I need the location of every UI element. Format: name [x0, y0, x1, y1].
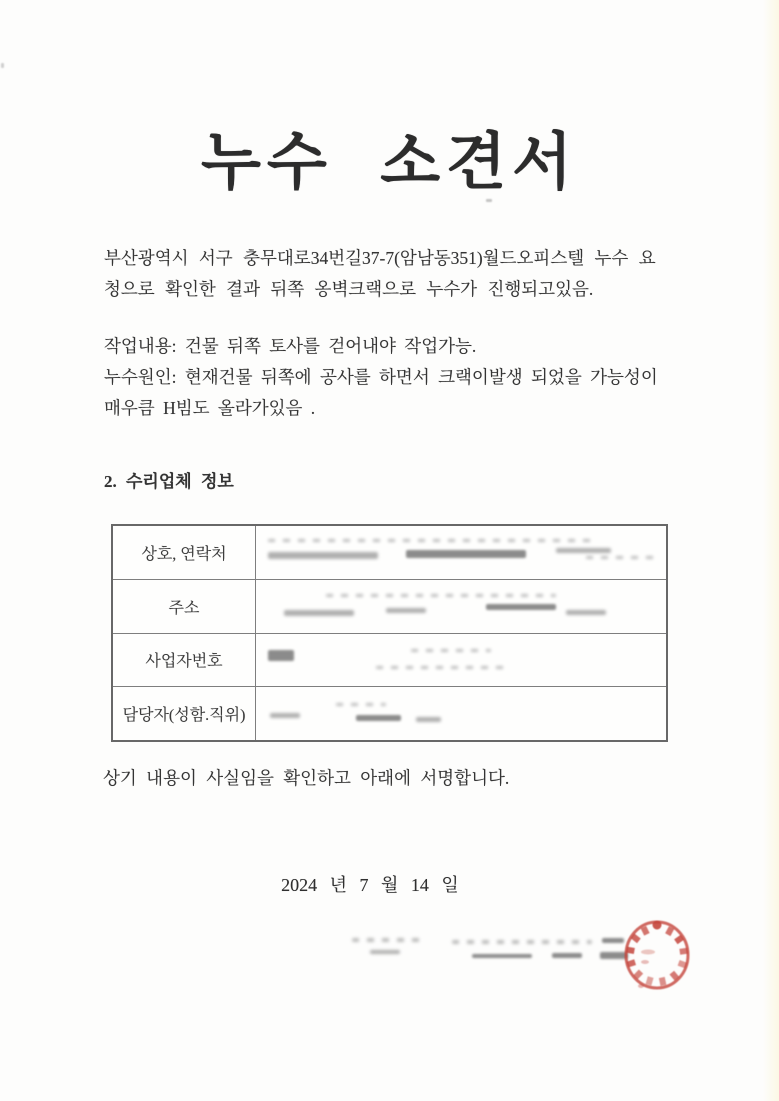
table-row [113, 633, 666, 687]
work-details-paragraph [104, 331, 694, 424]
intro-paragraph [104, 243, 694, 305]
redacted-signature-line [352, 928, 652, 968]
row-label-address: 주소 [113, 580, 256, 633]
table-row [113, 686, 666, 740]
intro-line-2: 청으로 확인한 결과 뒤쪽 옹벽크랙으로 누수가 진행되고있음. [104, 279, 594, 299]
intro-line-1: 부산광역시 서구 충무대로34번길37-7(암남동351)월드오피스텔 누수 요 [104, 248, 656, 268]
repair-company-info-table [111, 524, 668, 742]
row-label-company-contact: 상호, 연락처 [113, 526, 256, 579]
section-heading-repair-company-info: 2. 수리업체 정보 [104, 472, 234, 491]
redacted-value-address [256, 580, 666, 633]
confirmation-statement: 상기 내용이 사실임을 확인하고 아래에 서명합니다. [103, 768, 510, 788]
document-title: 누수 소견서 [201, 129, 578, 197]
row-label-business-number: 사업자번호 [113, 634, 256, 687]
redacted-value-business-number [256, 634, 666, 687]
scan-speck [1, 63, 4, 68]
document-date: 2024 년 7 월 14 일 [281, 875, 459, 895]
table-row [113, 526, 666, 579]
work-line-2: 누수원인: 현재건물 뒤쪽에 공사를 하면서 크랙이발생 되었을 가능성이 [104, 367, 658, 387]
redacted-value-manager [256, 687, 666, 740]
row-label-manager: 담당자(성함.직위) [113, 687, 256, 740]
redacted-value-company-contact [256, 526, 666, 579]
work-line-3: 매우큼 H빔도 올라가있음 . [104, 398, 316, 418]
work-line-1: 작업내용: 건물 뒤쪽 토사를 걷어내야 작업가능. [104, 336, 477, 356]
table-row [113, 579, 666, 633]
company-seal-stamp-icon [618, 914, 696, 996]
